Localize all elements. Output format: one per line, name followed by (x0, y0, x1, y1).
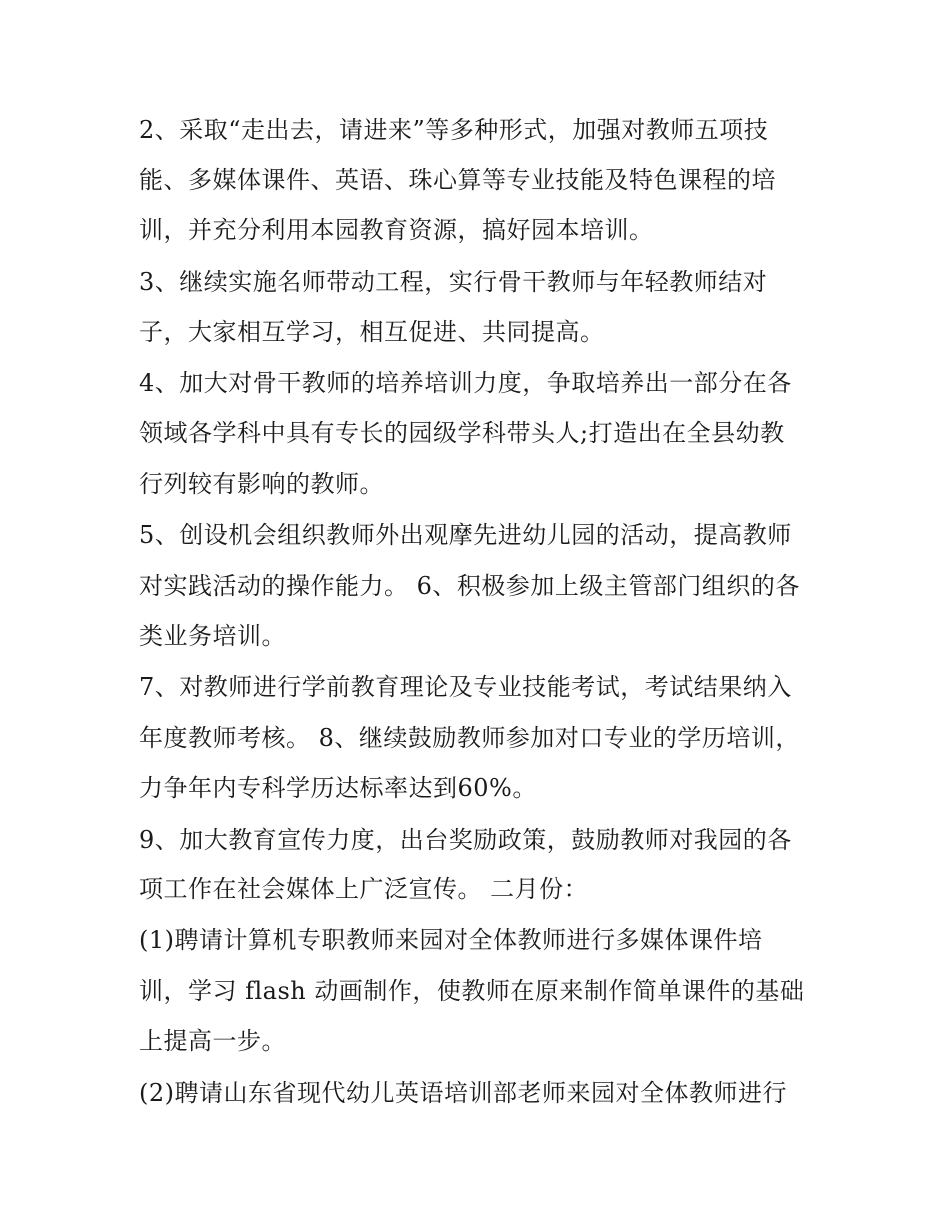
text-line: 类业务培训。 (139, 622, 286, 650)
text-line: 上提高一步。 (139, 1027, 286, 1055)
text-line: 对实践活动的操作能力。 6、积极参加上级主管部门组织的各 (139, 572, 800, 600)
text-line: (2)聘请山东省现代幼儿英语培训部老师来园对全体教师进行 (139, 1079, 787, 1107)
text-line: 年度教师考核。 8、继续鼓励教师参加对口专业的学历培训， (139, 724, 800, 752)
text-line: 子，大家相互学习，相互促进、共同提高。 (139, 318, 605, 346)
text-line: 3、继续实施名师带动工程，实行骨干教师与年轻教师结对 (139, 268, 768, 296)
text-line: 领域各学科中具有专长的园级学科带头人;打造出在全县幼教 (139, 419, 785, 447)
text-line: 力争年内专科学历达标率达到60%。 (139, 774, 537, 802)
text-line: 9、加大教育宣传力度，出台奖励政策，鼓励教师对我园的各 (139, 826, 792, 854)
text-line: 训，学习 flash 动画制作，使教师在原来制作简单课件的基础 (139, 977, 805, 1005)
text-line: 4、加大对骨干教师的培养培训力度，争取培养出一部分在各 (139, 369, 792, 397)
text-line: 5、创设机会组织教师外出观摩先进幼儿园的活动，提高教师 (139, 521, 792, 549)
text-line: 7、对教师进行学前教育理论及专业技能考试，考试结果纳入 (139, 673, 792, 701)
text-line: (1)聘请计算机专职教师来园对全体教师进行多媒体课件培 (139, 926, 763, 954)
text-line: 能、多媒体课件、英语、珠心算等专业技能及特色课程的培 (139, 166, 776, 194)
text-line: 项工作在社会媒体上广泛宣传。 二月份： (139, 875, 589, 903)
text-line: 行列较有影响的教师。 (139, 470, 384, 498)
text-line: 训，并充分利用本园教育资源，搞好园本培训。 (139, 216, 654, 244)
text-line: 2、采取“走出去，请进来”等多种形式，加强对教师五项技 (139, 116, 769, 144)
